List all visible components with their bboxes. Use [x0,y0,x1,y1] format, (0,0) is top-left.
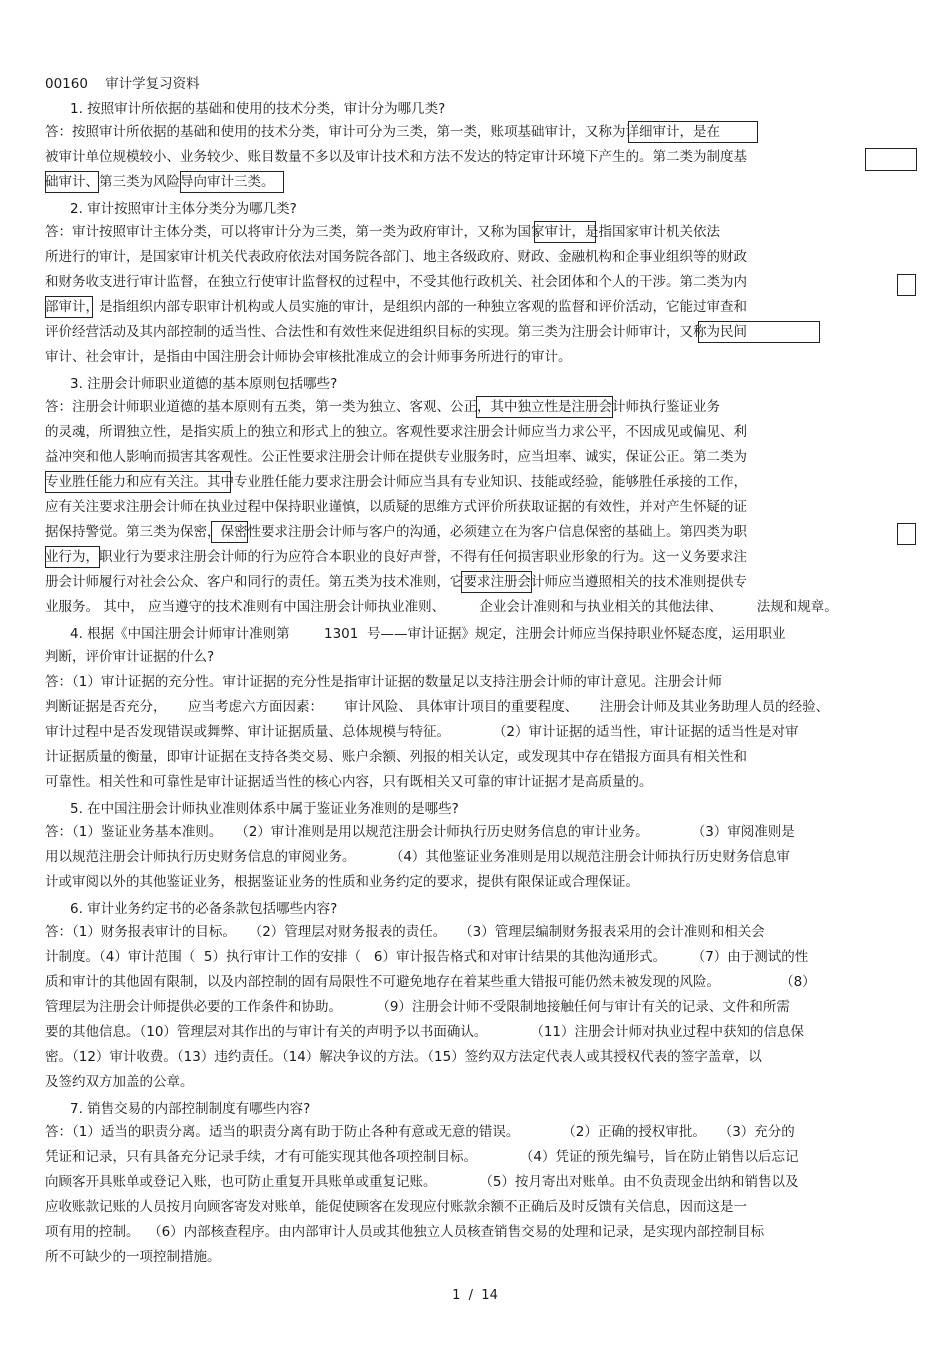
question-line: 4. 根据《中国注册会计师审计准则第 1301 号——审计证据》规定，注册会计师应当保持职业怀疑态度，运用职业 [70,626,786,642]
text-line: 判断，评价审计证据的什么? [45,649,215,665]
question-line: 2. 审计按照审计主体分类分为哪几类? [70,201,297,217]
text-line: 应收账款记账的人员按月向顾客寄发对账单，能促使顾客在发现应付账款余额不正确后及时反馈有关信息，因而这是一 [45,1199,747,1215]
highlight-box [45,471,231,493]
highlight-box [45,171,99,193]
highlight-box [461,571,532,593]
text-line: 凭证和记录，只有具备充分记录手续，才有可能实现其他各项控制目标。 （4）凭证的预先编号，旨在防止销售以后忘记 [45,1149,799,1165]
highlight-box [865,148,917,171]
highlight-box [476,396,613,418]
highlight-box [897,274,916,296]
text-line: 计或审阅以外的其他鉴证业务，根据鉴证业务的性质和业务约定的要求，提供有限保证或合理保证。 [45,874,639,890]
text-line: 的灵魂，所谓独立性，是指实质上的独立和形式上的独立。客观性要求注册会计师应当力求公平，不因成见或偏见、利 [45,424,747,440]
text-line: 所进行的审计，是国家审计机关代表政府依法对国务院各部门、地主各级政府、财政、金融机构和企事业组织等的财政 [45,249,747,265]
text-line: 密。（12）审计收费。（13）违约责任。（14）解决争议的方法。（15）签约双方法定代表人或其授权代表的签字盖章，以 [45,1049,762,1065]
text-line: 益冲突和他人影响而损害其客观性。公正性要求注册会计师在提供专业服务时，应当坦率、诚实，保证公正。第二类为 [45,449,747,465]
answer-line: 答：注册会计师职业道德的基本原则有五类，第一类为独立、客观、公正，其中独立性是注册会计师执行鉴证业务 [45,399,720,415]
text-line: 及签约双方加盖的公章。 [45,1074,194,1090]
text-line: 审计过程中是否发现错误或舞弊、审计证据质量、总体规模与特征。 （2）审计证据的适当性，审计证据的适当性是对审 [45,724,799,740]
question-line: 1. 按照审计所依据的基础和使用的技术分类，审计分为哪几类? [70,101,446,117]
text-line: 计证据质量的衡量，即审计证据在支持各类交易、账户余额、列报的相关认定，或发现其中存在错报方面具有相关性和 [45,749,747,765]
text-line: 和财务收支进行审计监督，在独立行使审计监督权的过程中，不受其他行政机关、社会团体和个人的干涉。第二类为内 [45,274,747,290]
text-line: 评价经营活动及其内部控制的适当性、合法性和有效性来促进组织目标的实现。第三类为注册会计师审计，又称为民间 [45,324,747,340]
text-line: 向顾客开具账单或登记入账，也可防止重复开具账单或重复记账。 （5）按月寄出对账单。由不负责现金出纳和销售以及 [45,1174,799,1190]
page-number: 1 / 14 [452,1288,498,1303]
text-line: 项有用的控制。 （6）内部核查程序。由内部审计人员或其他独立人员核查销售交易的处理和记录，是实现内部控制目标 [45,1224,765,1240]
text-line: 审计、社会审计，是指由中国注册会计师协会审核批准成立的会计师事务所进行的审计。 [45,349,572,365]
answer-line: 答：（1）适当的职责分离。适当的职责分离有助于防止各种有意或无意的错误。 （2）正确的授权审批。 （3）充分的 [45,1124,795,1140]
answer-line: 答：（1）审计证据的充分性。审计证据的充分性是指审计证据的数量足以支持注册会计师的审计意见。注册会计师 [45,674,722,690]
text-line: 判断证据是否充分， 应当考虑六方面因素： 审计风险、 具体审计项目的重要程度、 注册会计师及其业务助理人员的经验、 [45,699,830,715]
highlight-box [534,221,596,243]
question-line: 5. 在中国注册会计师执业准则体系中属于鉴证业务准则的是哪些? [70,801,459,817]
highlight-box [45,296,93,318]
text-line: 业行为，职业行为要求注册会计师的行为应符合本职业的良好声誉，不得有任何损害职业形象的行为。这一义务要求注 [45,549,747,565]
text-line: 计制度。（4）审计范围（ 5）执行审计工作的安排（ 6）审计报告格式和对审计结果的其他沟通形式。 （7）由于测试的性 [45,949,809,965]
text-line: 所不可缺少的一项控制措施。 [45,1249,221,1265]
text-line: 据保持警觉。第三类为保密，保密性要求注册会计师与客户的沟通，必须建立在为客户信息保密的基础上。第四类为职 [45,524,747,540]
text-line: 部审计，是指组织内部专职审计机构或人员实施的审计，是组织内部的一种独立客观的监督和评价活动，它能过审查和 [45,299,747,315]
document-title: 00160 审计学复习资料 [45,76,200,92]
highlight-box [628,121,758,143]
text-line: 质和审计的其他固有限制，以及内部控制的固有局限性不可避免地存在着某些重大错报可能仍然未被发现的风险。 （8） [45,974,816,990]
text-line: 可靠性。相关性和可靠性是审计证据适当性的核心内容，只有既相关又可靠的审计证据才是高质量的。 [45,774,653,790]
highlight-box [698,321,820,343]
highlight-box [211,521,248,543]
text-line: 础审计、第三类为风险导向审计三类。 [45,174,275,190]
highlight-box [45,546,100,568]
highlight-box [180,171,284,193]
answer-line: 答：审计按照审计主体分类，可以将审计分为三类，第一类为政府审计，又称为国家审计，是指国家审计机关依法 [45,224,720,240]
question-line: 6. 审计业务约定书的必备条款包括哪些内容? [70,901,338,917]
answer-line: 答：（1）财务报表审计的目标。 （2）管理层对财务报表的责任。 （3）管理层编制财务报表采用的会计准则和相关会 [45,924,765,940]
text-line: 用以规范注册会计师执行历史财务信息的审阅业务。 （4）其他鉴证业务准则是用以规范注册会计师执行历史财务信息审 [45,849,790,865]
highlight-box [897,523,916,545]
answer-line: 答：按照审计所依据的基础和使用的技术分类，审计可分为三类，第一类，账项基础审计，又称为详细审计，是在 [45,124,720,140]
text-line: 应有关注要求注册会计师在执业过程中保持职业谨慎，以质疑的思维方式评价所获取证据的有效性，并对产生怀疑的证 [45,499,747,515]
answer-line: 答：（1）鉴证业务基本准则。 （2）审计准则是用以规范注册会计师执行历史财务信息的审计业务。 （3）审阅准则是 [45,824,795,840]
text-line: 要的其他信息。（10）管理层对其作出的与审计有关的声明予以书面确认。 （11）注册会计师对执业过程中获知的信息保 [45,1024,805,1040]
text-line: 管理层为注册会计师提供必要的工作条件和协助。 （9）注册会计师不受限制地接触任何与审计有关的记录、文件和所需 [45,999,790,1015]
text-line: 被审计单位规模较小、业务较少、账目数量不多以及审计技术和方法不发达的特定审计环境下产生的。第二类为制度基 [45,149,747,165]
text-line: 专业胜任能力和应有关注。其中专业胜任能力要求注册会计师应当具有专业知识、技能或经验，能够胜任承接的工作， [45,474,747,490]
question-line: 3. 注册会计师职业道德的基本原则包括哪些? [70,376,338,392]
text-line: 业服务。 其中， 应当遵守的技术准则有中国注册会计师执业准则、 企业会计准则和与执业相关的其他法律、 法规和规章。 [45,599,838,615]
text-line: 册会计师履行对社会公众、客户和同行的责任。第五类为技术准则，它要求注册会计师应当遵照相关的技术准则提供专 [45,574,747,590]
question-line: 7. 销售交易的内部控制制度有哪些内容? [70,1101,311,1117]
